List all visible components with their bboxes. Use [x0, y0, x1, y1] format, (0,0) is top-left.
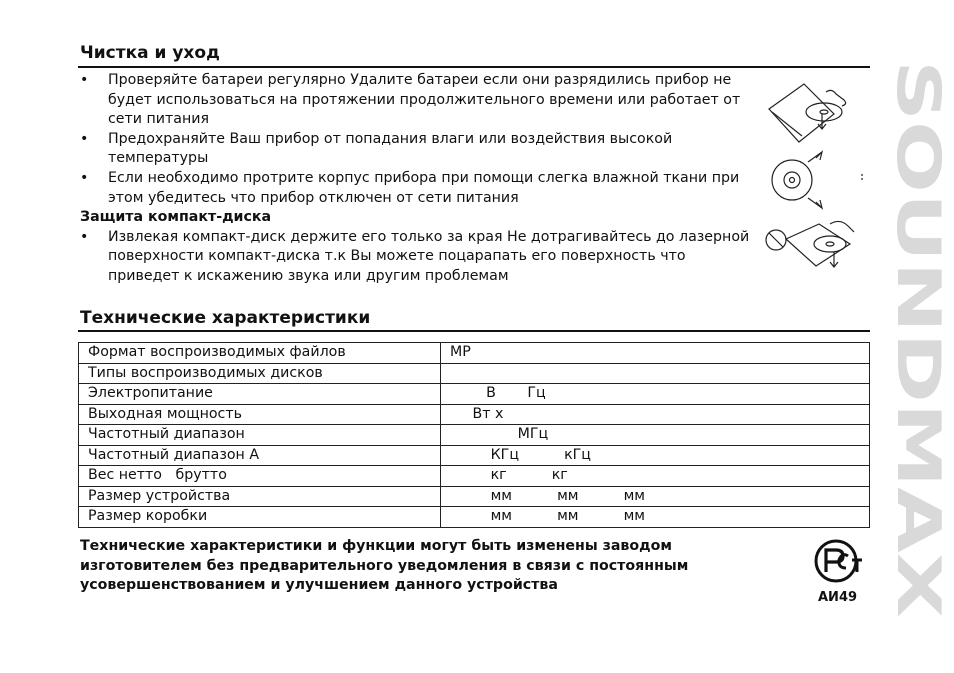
cd-edge-hold-illustration	[772, 152, 862, 208]
list-item	[80, 169, 760, 208]
care-text-moisture: Предохраняйте Ваш прибор от попадания влаги или воздействия высокой температуры	[108, 130, 673, 167]
care-list	[80, 71, 760, 287]
rst-certification-mark	[812, 538, 864, 584]
list-item	[80, 71, 760, 130]
bullet-icon: •	[80, 130, 89, 147]
spec-value: MP	[441, 343, 870, 364]
care-text-wipe: Если необходимо протрите корпус прибора при помощи слегка влажной ткани при этом убедитесь что прибор отключен от сети питания	[108, 169, 740, 206]
table-row	[79, 384, 870, 405]
care-text-batteries: Проверяйте батареи регулярно Удалите батареи если они разрядились прибор не будет использоваться на протяжении продолжительного времени или работает от сети питания	[108, 72, 741, 128]
table-row	[79, 507, 870, 528]
spec-label: Частотный диапазон А	[79, 445, 441, 466]
spec-value: КГц кГц	[441, 445, 870, 466]
table-row	[79, 466, 870, 487]
spec-value: мм мм мм	[441, 486, 870, 507]
table-row	[79, 425, 870, 446]
spec-value: кг кг	[441, 466, 870, 487]
spec-value: МГц	[441, 425, 870, 446]
section-title-specs: Технические характеристики	[80, 308, 371, 328]
table-row	[79, 363, 870, 384]
table-row	[79, 404, 870, 425]
title-underline	[78, 330, 870, 332]
specs-disclaimer: Технические характеристики и функции могут быть изменены заводом изготовителем без предварительного уведомления в связи с постоянным усовершенствованием и улучшением данного устройства	[80, 538, 689, 593]
spec-value: Вт х	[441, 404, 870, 425]
spec-label: Частотный диапазон	[79, 425, 441, 446]
spec-value: В Гц	[441, 384, 870, 405]
disc-care-text: Извлекая компакт-диск держите его только за края Не дотрагивайтесь до лазерной поверхности компакт-диска т.к Вы можете поцарапать его поверхность что приведет к искажению звука или другим проблемам	[108, 228, 750, 284]
spec-label: Выходная мощность	[79, 404, 441, 425]
cd-care-illustrations	[764, 74, 864, 294]
brand-logo	[883, 60, 953, 620]
spec-label: Электропитание	[79, 384, 441, 405]
spec-label: Размер коробки	[79, 507, 441, 528]
specs-table	[78, 342, 870, 528]
list-item	[80, 130, 760, 169]
spec-value	[441, 363, 870, 384]
spec-label: Формат воспроизводимых файлов	[79, 343, 441, 364]
spec-label: Типы воспроизводимых дисков	[79, 363, 441, 384]
certification-code: АИ49	[818, 590, 858, 605]
disc-protection-heading: Защита компакт-диска	[80, 209, 272, 226]
table-row	[79, 486, 870, 507]
spec-value: мм мм мм	[441, 507, 870, 528]
spec-label: Вес нетто брутто	[79, 466, 441, 487]
list-item	[80, 228, 760, 287]
brand-wordmark: SOUNDMAX	[883, 60, 953, 456]
table-row	[79, 445, 870, 466]
cd-handling-illustration	[769, 84, 846, 142]
cd-no-touch-illustration	[766, 221, 854, 267]
bullet-icon: •	[80, 228, 89, 245]
bullet-icon: •	[80, 72, 89, 88]
title-underline	[78, 66, 870, 68]
table-row	[79, 343, 870, 364]
section-title-cleaning: Чистка и уход	[80, 43, 220, 63]
bullet-icon: •	[80, 169, 89, 186]
spec-label: Размер устройства	[79, 486, 441, 507]
